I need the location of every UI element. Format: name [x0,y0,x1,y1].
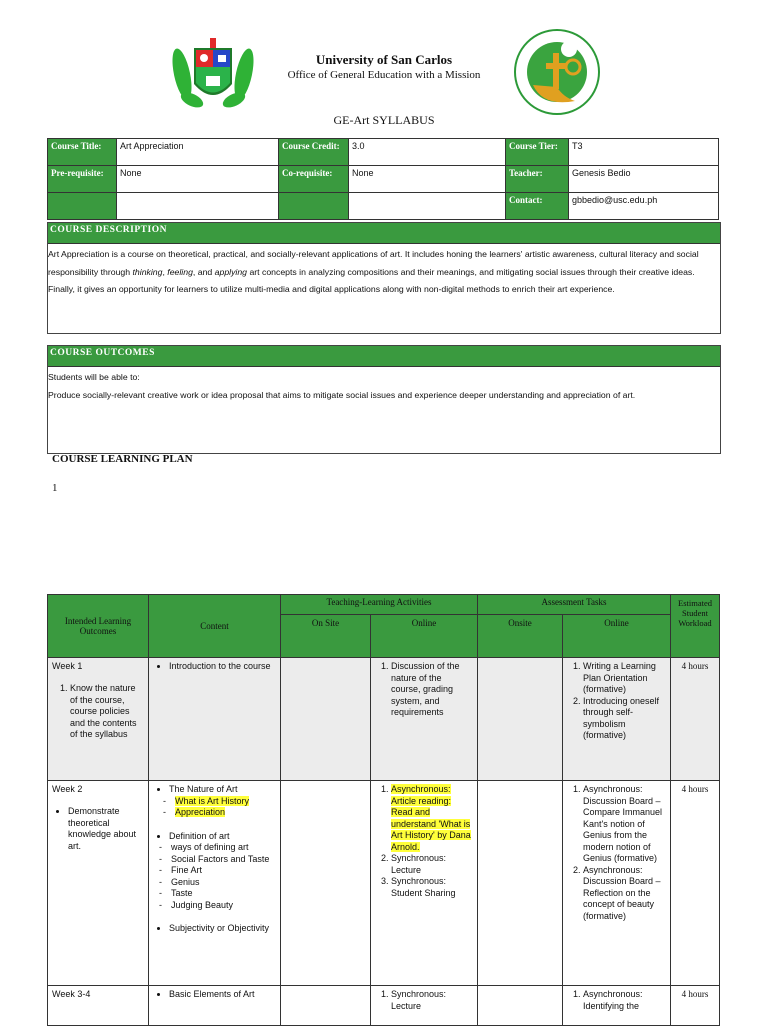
table-row [48,986,720,1026]
workload-hours: 4 hours [671,986,720,1026]
course-title-label: Course Title: [48,139,117,166]
outcomes-intro: Students will be able to: [48,372,140,382]
prereq-value: None [117,166,279,193]
empty-cell-2 [349,193,506,220]
coreq-value: None [349,166,506,193]
header-tla-onsite: On Site [281,615,371,658]
university-header [0,52,768,81]
header-tla-online: Online [371,615,478,658]
plan-number: 1 [52,482,58,494]
course-title-value: Art Appreciation [117,139,279,166]
teacher-label: Teacher: [506,166,569,193]
header-assess-online: Online [563,615,671,658]
list-item: • Demonstrate theoretical knowledge about art. [68,806,144,852]
list-item: • Subjectivity or Objectivity [169,923,276,935]
office-name: Office of General Education with a Mission [287,69,481,81]
course-tier-value: T3 [569,139,719,166]
list-item: 3. Synchronous: Student Sharing [391,876,473,899]
prereq-label: Pre-requisite: [48,166,117,193]
contact-value: gbbedio@usc.edu.ph [569,193,719,220]
course-tier-label: Course Tier: [506,139,569,166]
list-item: • Basic Elements of Art [169,989,276,1001]
coreq-label: Co-requisite: [279,166,349,193]
list-item: 1. Asynchronous: Discussion Board – Compare Immanuel Kant's notion of Genius from the modern notion of Genius (formative) [583,784,666,865]
list-item: 2. Synchronous: Lecture [391,853,473,876]
list-item: 1. Asynchronous: Article reading: Read and understand 'What is Art History' by Dana Arnold. [391,784,473,853]
university-name: University of San Carlos [315,52,453,67]
week-label: Week 3-4 [52,989,91,999]
teacher-value: Genesis Bedio [569,166,719,193]
learning-plan-table [47,594,720,1026]
highlighted-text: Appreciation [175,807,226,817]
list-item: 1. Synchronous: Lecture [391,989,473,1012]
course-credit-label: Course Credit: [279,139,349,166]
course-outcomes-section [47,345,721,454]
week-label: Week 2 [52,784,83,794]
table-row: Week 2 • Demonstrate theoretical knowledge about art. • The Nature of Art - What is Art History - Appreciation • Definition of art - ways of defining art - Social Factors and Taste - Fine Art - Genius - Taste - Judging Beauty • Subjectivity or Objectivity 1. Asynchronous: Article reading: Read and understand 'What is Art History' by Dana Arnold. 2. Synchronous: Lecture 3. Synchronous: Student Sharing 1. Asynchronous: Discussion Board – Compare Immanuel Kant's notion of Genius from the modern notion of Genius (formative) 2. Asynchronous: Discussion Board – Reflection on the concept of beauty (formative) 4 hours [48,781,720,986]
header-tla: Teaching-Learning Activities [281,595,478,615]
workload-hours: 4 hours [671,658,720,781]
header-assessment: Assessment Tasks [478,595,671,615]
table-row [48,658,720,781]
course-credit-value: 3.0 [349,139,506,166]
outcomes-text: Produce socially-relevant creative work or idea proposal that aims to mitigate social issues and experience deeper understanding and appreciation of art. [48,389,636,400]
contact-label: Contact: [506,193,569,220]
course-info-table [47,138,719,220]
header-workload: Estimated Student Workload [671,595,720,658]
workload-hours: 4 hours [671,781,720,986]
learning-plan-heading: COURSE LEARNING PLAN [52,453,193,465]
syllabus-title: GE-Art SYLLABUS [333,113,435,127]
list-item: • The Nature of Art - What is Art History - Appreciation [169,784,276,819]
list-item: 1. Know the nature of the course, course policies and the contents of the syllabus [70,683,144,741]
course-description-text: Art Appreciation is a course on theoretical, practical, and socially-relevant applications of art. It includes honing the learners' artistic awareness, cultural literacy and social responsibility through thinking, feeling, and applying art concepts in analyzing compositions and their meanings, and mitigating social issues through their creative ideas. Finally, it gives an opportunity for learners to utilize multi-media and digital applications along with non-digital methods to enrich their art experience. [48,249,699,294]
course-description-heading: COURSE DESCRIPTION [48,223,720,244]
list-item: 1. Asynchronous: Identifying the [583,989,666,1012]
list-item: 1. Writing a Learning Plan Orientation (formative) [583,661,666,696]
list-item: • Introduction to the course [169,661,276,673]
highlighted-text: What is Art History [175,795,250,806]
empty-label-2 [279,193,349,220]
course-outcomes-heading: COURSE OUTCOMES [48,346,720,367]
list-item: 2. Asynchronous: Discussion Board – Reflection on the concept of beauty (formative) [583,865,666,923]
week-label: Week 1 [52,661,83,671]
header-assess-onsite: Onsite [478,615,563,658]
course-description-section [47,222,721,334]
empty-label-1 [48,193,117,220]
list-item: • Definition of art [169,831,276,843]
header-ilo: Intended Learning Outcomes [48,595,149,658]
empty-cell-1 [117,193,279,220]
list-item: 2. Introducing oneself through self-symbolism (formative) [583,696,666,742]
list-item: 1. Discussion of the nature of the course, grading system, and requirements [391,661,473,719]
header-content: Content [149,595,281,658]
